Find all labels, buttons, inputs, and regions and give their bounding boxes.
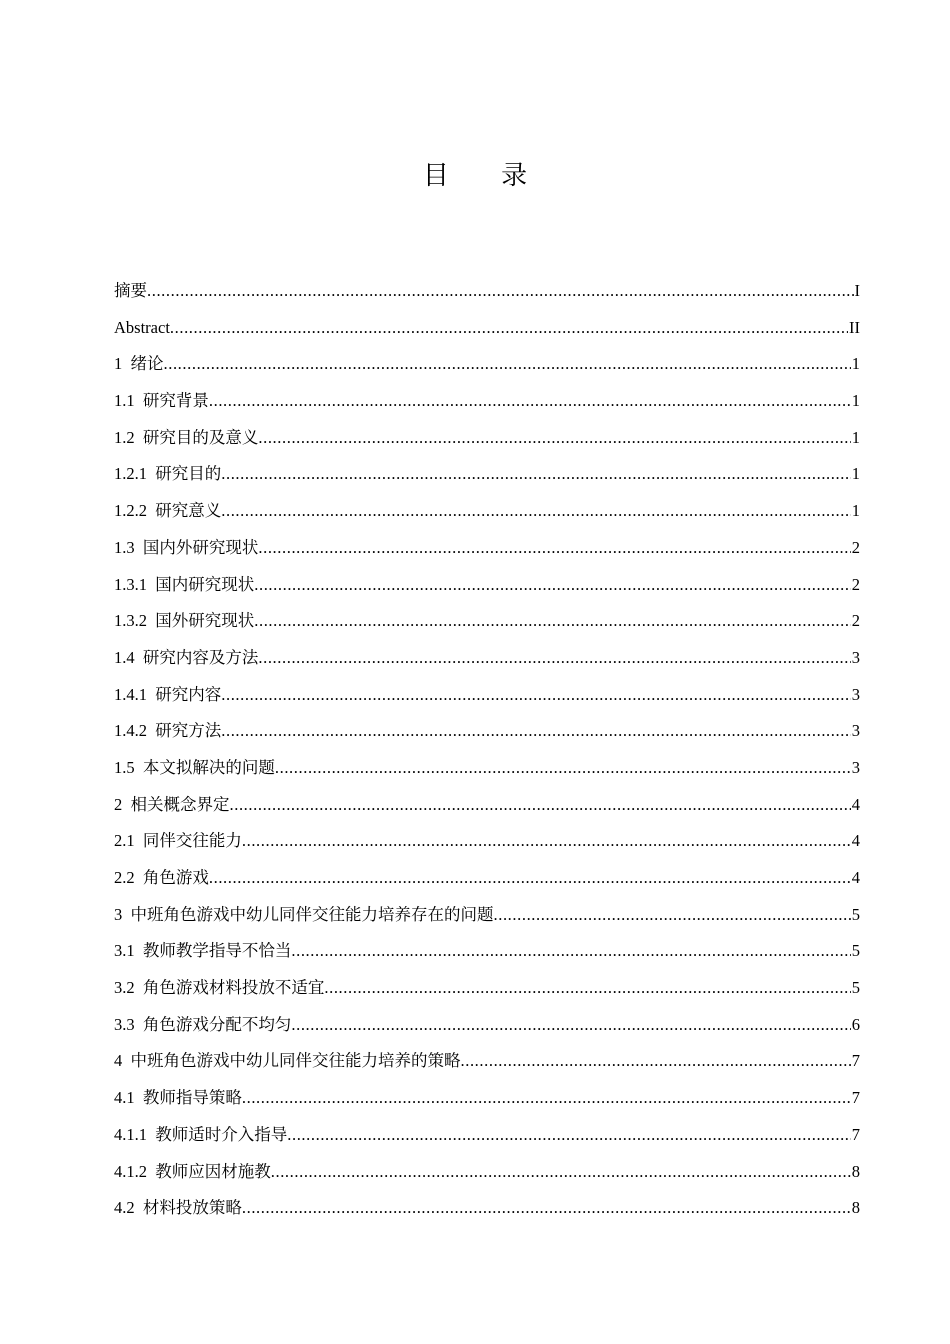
- toc-entry-label: 1.2 研究目的及意义: [114, 427, 259, 447]
- toc-entry-label: 1.4.2 研究方法: [114, 721, 222, 741]
- toc-entry[interactable]: [114, 973, 860, 1010]
- toc-entry[interactable]: [114, 606, 860, 643]
- toc-entry-page-number: 8: [851, 1161, 860, 1181]
- toc-entry-label: 3.2 角色游戏材料投放不适宜: [114, 978, 325, 998]
- toc-entry-page-number: 5: [851, 904, 860, 924]
- toc-entry[interactable]: [114, 680, 860, 717]
- toc-entry[interactable]: [114, 423, 860, 460]
- toc-entry-label: 1 绪论: [114, 354, 164, 374]
- toc-entry[interactable]: [114, 1083, 860, 1120]
- toc-dot-leader: [242, 1193, 851, 1223]
- toc-entry[interactable]: [114, 1010, 860, 1047]
- toc-entry-label: 2 相关概念界定: [114, 794, 230, 814]
- toc-entry-page-number: 7: [851, 1124, 860, 1144]
- toc-dot-leader: [221, 716, 851, 746]
- toc-entry-page-number: 2: [851, 574, 860, 594]
- toc-entry-label: 1.1 研究背景: [114, 391, 209, 411]
- toc-entry[interactable]: [114, 900, 860, 937]
- toc-entry-page-number: 6: [851, 1014, 860, 1034]
- toc-entry[interactable]: [114, 459, 860, 496]
- toc-entry-page-number: 1: [851, 501, 860, 521]
- toc-dot-leader: [258, 643, 850, 673]
- toc-entry[interactable]: [114, 496, 860, 533]
- toc-dot-leader: [494, 900, 851, 930]
- toc-entry-page-number: 4: [851, 868, 860, 887]
- toc-dot-leader: [271, 1157, 851, 1187]
- toc-entry[interactable]: [114, 936, 860, 973]
- toc-entry-page-number: 3: [851, 757, 860, 777]
- toc-entry-page-number: 3: [851, 647, 860, 667]
- toc-entry-page-number: 1: [851, 354, 860, 374]
- toc-entry[interactable]: [114, 349, 860, 386]
- toc-dot-leader: [209, 863, 851, 893]
- toc-dot-leader: [287, 1120, 851, 1150]
- toc-entry[interactable]: [114, 1193, 860, 1230]
- toc-entry[interactable]: [114, 570, 860, 607]
- toc-entry-label: 1.2.1 研究目的: [114, 464, 222, 484]
- toc-entry[interactable]: [114, 1120, 860, 1157]
- toc-entry-label: 1.3 国内外研究现状: [114, 537, 259, 557]
- toc-dot-leader: [209, 386, 851, 416]
- toc-entry-label: 4.1.2 教师应因材施教: [114, 1161, 271, 1181]
- toc-dot-leader: [461, 1046, 851, 1076]
- toc-entry-page-number: 3: [851, 721, 860, 741]
- toc-entry-label: 3.3 角色游戏分配不均匀: [114, 1014, 292, 1034]
- toc-entry-label: 4.2 材料投放策略: [114, 1198, 242, 1218]
- toc-entry[interactable]: [114, 826, 860, 863]
- toc-entry-label: 3.1 教师教学指导不恰当: [114, 941, 292, 961]
- toc-entry[interactable]: [114, 386, 860, 423]
- toc-entry-page-number: 3: [851, 684, 860, 704]
- toc-dot-leader: [230, 790, 851, 820]
- toc-entry-label: 4 中班角色游戏中幼儿同伴交往能力培养的策略: [114, 1051, 461, 1071]
- toc-entry-label: 4.1.1 教师适时介入指导: [114, 1124, 288, 1144]
- page-title: 目 录: [422, 161, 550, 191]
- toc-dot-leader: [254, 570, 851, 600]
- toc-entry-label: 2.1 同伴交往能力: [114, 831, 242, 851]
- toc-entry-page-number: I: [854, 281, 860, 300]
- toc-entry-page-number: 5: [851, 941, 860, 961]
- toc-dot-leader: [221, 496, 851, 526]
- toc-dot-leader: [275, 753, 851, 783]
- toc-dot-leader: [291, 936, 850, 966]
- toc-entry-label: 1.5 本文拟解决的问题: [114, 757, 275, 777]
- toc-entry-label: Abstract: [114, 317, 170, 337]
- toc-entry-label: 1.3.1 国内研究现状: [114, 574, 255, 594]
- toc-entry[interactable]: [114, 790, 860, 827]
- toc-entry-page-number: 1: [851, 427, 860, 447]
- toc-entry-label: 1.2.2 研究意义: [114, 501, 222, 521]
- toc-entry-page-number: 7: [851, 1088, 860, 1108]
- toc-entry-label: 4.1 教师指导策略: [114, 1088, 242, 1108]
- toc-entry-page-number: 4: [851, 794, 860, 814]
- toc-entry-page-number: 5: [851, 978, 860, 998]
- table-of-contents: [114, 276, 860, 1230]
- toc-entry-label: 1.4.1 研究内容: [114, 684, 222, 704]
- toc-dot-leader: [147, 276, 854, 306]
- toc-entry[interactable]: [114, 313, 860, 350]
- toc-dot-leader: [164, 349, 851, 379]
- toc-entry-page-number: 2: [851, 537, 860, 557]
- toc-dot-leader: [170, 313, 848, 343]
- toc-entry-label: 1.3.2 国外研究现状: [114, 611, 255, 631]
- toc-entry-label: 1.4 研究内容及方法: [114, 647, 259, 667]
- toc-entry[interactable]: [114, 276, 860, 313]
- toc-entry[interactable]: [114, 863, 860, 900]
- toc-dot-leader: [221, 459, 851, 489]
- toc-entry-label: 2.2 角色游戏: [114, 868, 209, 887]
- toc-dot-leader: [324, 973, 850, 1003]
- toc-dot-leader: [242, 1083, 851, 1113]
- toc-entry[interactable]: [114, 533, 860, 570]
- toc-dot-leader: [242, 826, 851, 856]
- toc-dot-leader: [258, 533, 850, 563]
- toc-entry-page-number: II: [849, 317, 860, 337]
- toc-entry-page-number: 2: [851, 611, 860, 631]
- toc-entry[interactable]: [114, 753, 860, 790]
- toc-dot-leader: [258, 423, 850, 453]
- toc-entry-label: 摘要: [114, 281, 147, 300]
- toc-entry[interactable]: [114, 643, 860, 680]
- toc-entry-label: 3 中班角色游戏中幼儿同伴交往能力培养存在的问题: [114, 904, 494, 924]
- toc-entry[interactable]: [114, 1157, 860, 1194]
- toc-entry-page-number: 7: [851, 1051, 860, 1071]
- toc-entry[interactable]: [114, 1046, 860, 1083]
- toc-entry-page-number: 4: [851, 831, 860, 851]
- toc-dot-leader: [291, 1010, 850, 1040]
- toc-entry-page-number: 8: [851, 1198, 860, 1218]
- toc-entry-page-number: 1: [851, 391, 860, 411]
- toc-dot-leader: [221, 680, 851, 710]
- toc-entry-page-number: 1: [851, 464, 860, 484]
- toc-entry[interactable]: [114, 716, 860, 753]
- toc-dot-leader: [254, 606, 851, 636]
